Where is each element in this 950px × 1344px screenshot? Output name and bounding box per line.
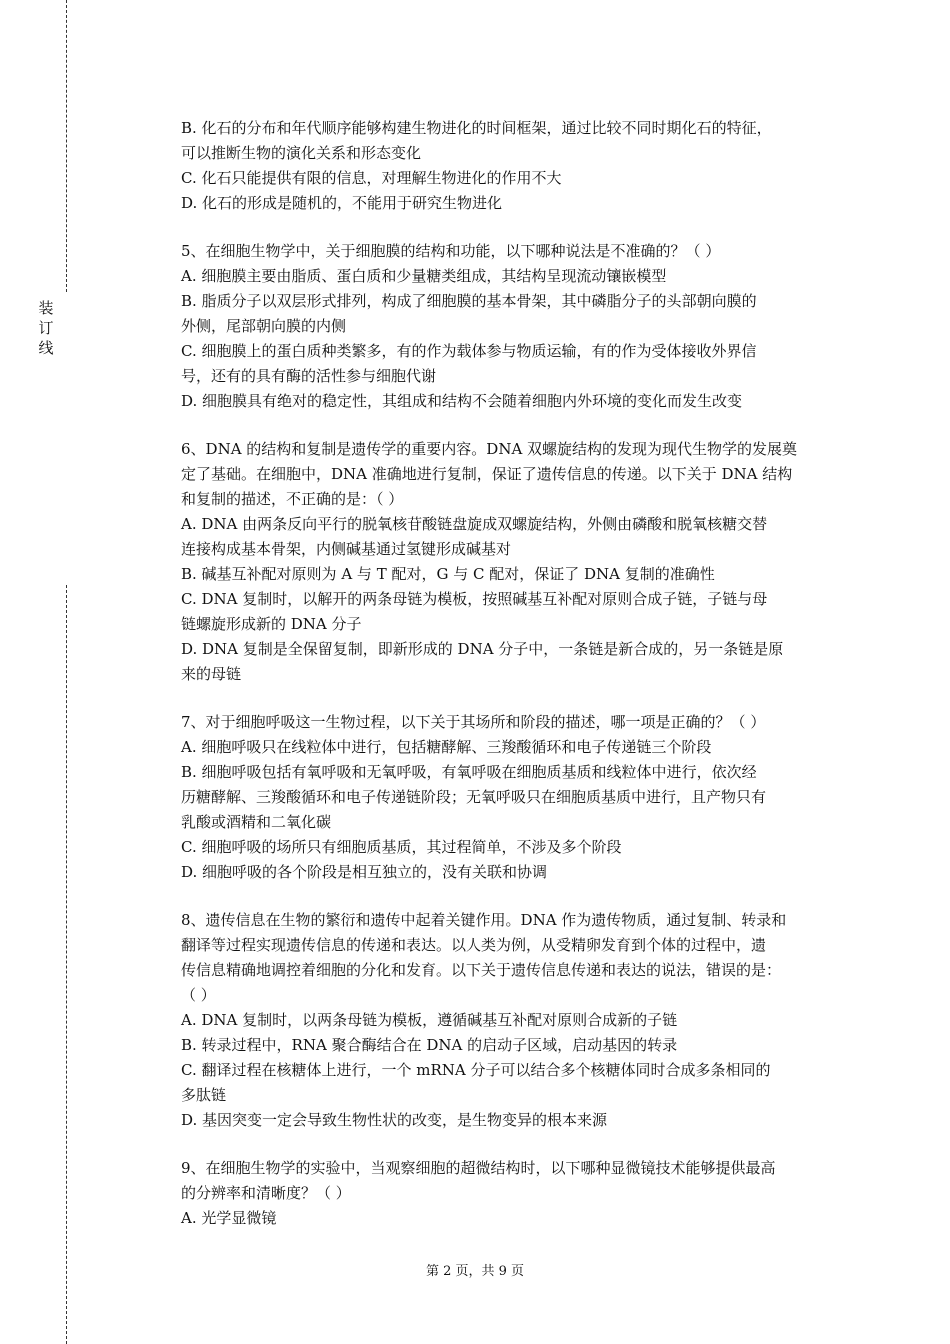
question-6 bbox=[181, 437, 849, 687]
binding-label-char: 订 bbox=[38, 319, 54, 337]
text-line: A. 光学显微镜 bbox=[181, 1209, 277, 1227]
text-line: 9、在细胞生物学的实验中，当观察细胞的超微结构时，以下哪种显微镜技术能够提供最高 bbox=[181, 1159, 776, 1177]
question-7 bbox=[181, 710, 849, 885]
text-line: D. 细胞呼吸的各个阶段是相互独立的，没有关联和协调 bbox=[181, 863, 548, 881]
text-line: 乳酸或酒精和二氧化碳 bbox=[181, 813, 332, 831]
text-line: B. 细胞呼吸包括有氧呼吸和无氧呼吸，有氧呼吸在细胞质基质和线粒体中进行，依次经 bbox=[181, 763, 757, 781]
text-line: C. 化石只能提供有限的信息，对理解生物进化的作用不大 bbox=[181, 169, 562, 187]
binding-label bbox=[36, 298, 56, 358]
binding-label-char: 装 bbox=[38, 299, 54, 317]
text-line: D. DNA 复制是全保留复制，即新形成的 DNA 分子中，一条链是新合成的，另一条链是原 bbox=[181, 640, 784, 658]
text-line: 来的母链 bbox=[181, 665, 242, 683]
text-line: C. 细胞呼吸的场所只有细胞质基质，其过程简单，不涉及多个阶段 bbox=[181, 838, 622, 856]
question-gap bbox=[181, 885, 849, 908]
text-line: 翻译等过程实现遗传信息的传递和表达。以人类为例，从受精卵发育到个体的过程中，遗 bbox=[181, 936, 767, 954]
question-4-continued bbox=[181, 116, 849, 216]
question-8 bbox=[181, 908, 849, 1133]
text-line: C. 翻译过程在核糖体上进行，一个 mRNA 分子可以结合多个核糖体同时合成多条相同的 bbox=[181, 1061, 771, 1079]
question-9 bbox=[181, 1156, 849, 1231]
text-line: A. 细胞呼吸只在线粒体中进行，包括糖酵解、三羧酸循环和电子传递链三个阶段 bbox=[181, 738, 712, 756]
text-line: 传信息精确地调控着细胞的分化和发育。以下关于遗传信息传递和表达的说法，错误的是： bbox=[181, 961, 782, 979]
text-line: （ ） bbox=[181, 986, 216, 1004]
binding-line-upper bbox=[66, 0, 67, 292]
question-gap bbox=[181, 1133, 849, 1156]
text-line: 链螺旋形成新的 DNA 分子 bbox=[181, 615, 362, 633]
text-line: 历糖酵解、三羧酸循环和电子传递链阶段；无氧呼吸只在细胞质基质中进行，且产物只有 bbox=[181, 788, 767, 806]
text-line: B. 转录过程中，RNA 聚合酶结合在 DNA 的启动子区域，启动基因的转录 bbox=[181, 1036, 678, 1054]
text-line: B. 化石的分布和年代顺序能够构建生物进化的时间框架，通过比较不同时期化石的特征， bbox=[181, 119, 772, 137]
text-line: C. DNA 复制时，以解开的两条母链为模板，按照碱基互补配对原则合成子链，子链与母 bbox=[181, 590, 768, 608]
text-line: C. 细胞膜上的蛋白质种类繁多，有的作为载体参与物质运输，有的作为受体接收外界信 bbox=[181, 342, 757, 360]
question-5 bbox=[181, 239, 849, 414]
binding-line-lower bbox=[66, 585, 67, 1344]
text-line: 号，还有的具有酶的活性参与细胞代谢 bbox=[181, 367, 437, 385]
text-line: B. 脂质分子以双层形式排列，构成了细胞膜的基本骨架，其中磷脂分子的头部朝向膜的 bbox=[181, 292, 757, 310]
binding-label-char: 线 bbox=[38, 339, 54, 357]
text-line: 可以推断生物的演化关系和形态变化 bbox=[181, 144, 422, 162]
text-line: A. 细胞膜主要由脂质、蛋白质和少量糖类组成，其结构呈现流动镶嵌模型 bbox=[181, 267, 667, 285]
text-line: 定了基础。在细胞中，DNA 准确地进行复制，保证了遗传信息的传递。以下关于 DNA 结构 bbox=[181, 465, 793, 483]
text-line: 和复制的描述，不正确的是：（ ） bbox=[181, 490, 404, 508]
text-line: 外侧，尾部朝向膜的内侧 bbox=[181, 317, 347, 335]
question-gap bbox=[181, 414, 849, 437]
question-gap bbox=[181, 216, 849, 239]
text-line: B. 碱基互补配对原则为 A 与 T 配对，G 与 C 配对，保证了 DNA 复制的准确性 bbox=[181, 565, 715, 583]
text-line: 多肽链 bbox=[181, 1086, 227, 1104]
question-content bbox=[181, 116, 849, 1231]
text-line: D. 细胞膜具有绝对的稳定性，其组成和结构不会随着细胞内外环境的变化而发生改变 bbox=[181, 392, 743, 410]
page-footer: 第 2 页，共 9 页 bbox=[425, 1264, 525, 1279]
text-line: 的分辨率和清晰度？（ ） bbox=[181, 1184, 351, 1202]
text-line: 8、遗传信息在生物的繁衍和遗传中起着关键作用。DNA 作为遗传物质，通过复制、转录和 bbox=[181, 911, 787, 929]
text-line: A. DNA 复制时，以两条母链为模板，遵循碱基互补配对原则合成新的子链 bbox=[181, 1011, 678, 1029]
question-gap bbox=[181, 687, 849, 710]
text-line: D. 基因突变一定会导致生物性状的改变，是生物变异的根本来源 bbox=[181, 1111, 608, 1129]
text-line: 5、在细胞生物学中，关于细胞膜的结构和功能，以下哪种说法是不准确的？（ ） bbox=[181, 242, 721, 260]
text-line: D. 化石的形成是随机的，不能用于研究生物进化 bbox=[181, 194, 503, 212]
text-line: A. DNA 由两条反向平行的脱氧核苷酸链盘旋成双螺旋结构，外侧由磷酸和脱氧核糖交替 bbox=[181, 515, 768, 533]
text-line: 连接构成基本骨架，内侧碱基通过氢键形成碱基对 bbox=[181, 540, 512, 558]
text-line: 7、对于细胞呼吸这一生物过程，以下关于其场所和阶段的描述，哪一项是正确的？（ ） bbox=[181, 713, 766, 731]
text-line: 6、DNA 的结构和复制是遗传学的重要内容。DNA 双螺旋结构的发现为现代生物学的发展奠 bbox=[181, 440, 798, 458]
